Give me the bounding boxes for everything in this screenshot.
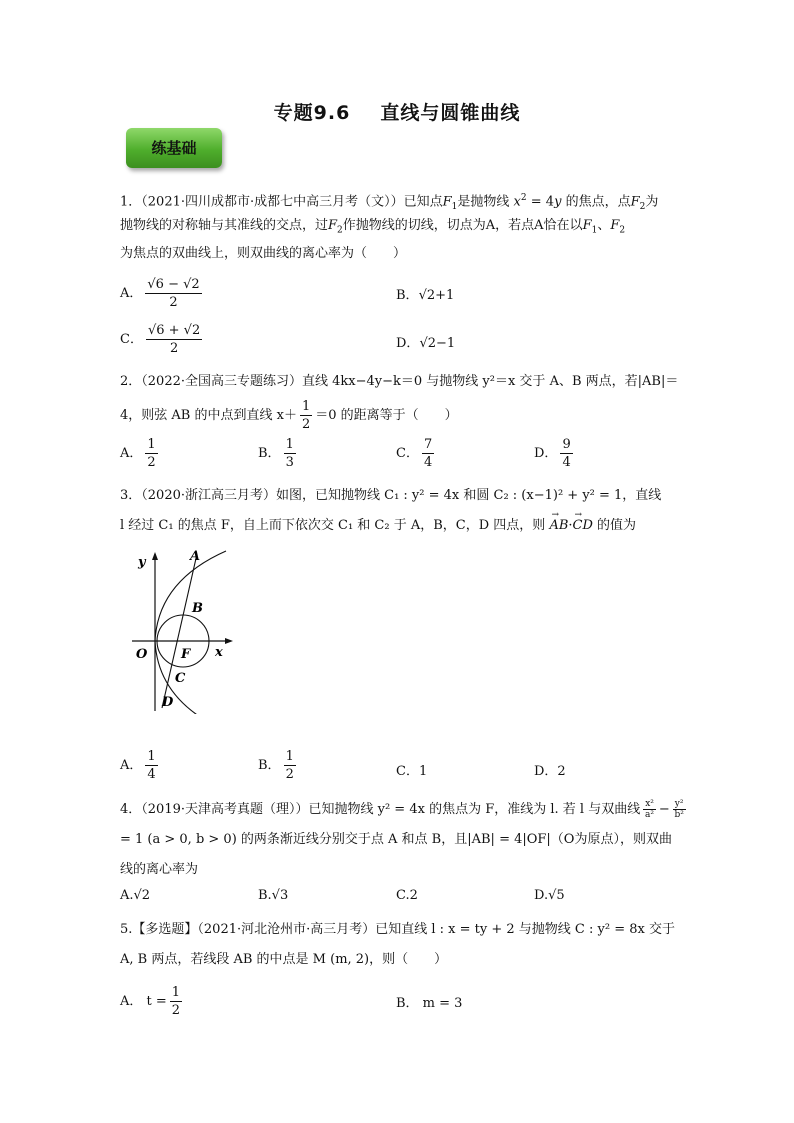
q1-option-c: C． $\frac{√6 + √2}{2}$ [120, 323, 201, 356]
section-badge: 练基础 [126, 128, 222, 168]
q4-line3: 线的离心率为 [120, 862, 199, 877]
label-D: D [162, 695, 174, 710]
q3-option-a: A． $\frac{1}{4}$ [120, 749, 156, 782]
q5-line1: 5.【多选题】（2021·河北沧州市·高三月考）已知直线 l : x = ty + 2 与抛物线 C : y² = 8x 交于 [120, 922, 675, 937]
q1-line2: 抛物线的对称轴与其准线的交点，过$F_2$作抛物线的切线，切点为A，若点A恰在以$F_1$、$F_2$ [120, 218, 626, 236]
q3-line2: l 经过 C₁ 的焦点 F，自上而下依次交 C₁ 和 C₂ 于 A，B，C，D 四点，则 → AB·→ CD 的值为 [120, 512, 680, 540]
q1-line1: 1．（2021·四川成都市·成都七中高三月考（文））已知点$F_1$是抛物线 $x^2 = 4y$ 的焦点，点$F_2$为 [120, 193, 659, 212]
label-x: x [215, 645, 223, 660]
q2-option-c: C． $\frac{7}{4}$ [396, 437, 433, 470]
q5-option-a: A． t = $\frac{1}{2}$ [120, 985, 181, 1018]
q4-option-c: C.2 [396, 888, 418, 903]
q1-option-b: B．√2+1 [396, 288, 455, 303]
label-O: O [136, 647, 148, 662]
q1-option-a: A． $\frac{√6 - √2}{2}$ [120, 277, 200, 310]
label-F: F [181, 647, 191, 662]
q1-line3: 为焦点的双曲线上，则双曲线的离心率为（ ） [120, 246, 407, 261]
q4-option-a: A.√2 [120, 888, 151, 903]
q3-line1: 3．（2020·浙江高三月考）如图，已知抛物线 C₁ : y² = 4x 和圆 C₂ : (x−1)² + y² = 1，直线 [120, 488, 662, 503]
q3-option-b: B． $\frac{1}{2}$ [258, 749, 294, 782]
q3-option-d: D．2 [534, 764, 566, 779]
q1-option-d: D．√2−1 [396, 336, 456, 351]
q4-line1: 4．（2019·天津高考真题（理））已知抛物线 y² = 4x 的焦点为 F，准线为 l. 若 l 与双曲线 $\frac{\text{x²}}{\text{a²}}$ − $\frac{\text{y²}}{\text{b²}}$ [120, 799, 684, 820]
q3-figure [128, 546, 238, 714]
q5-line2: A, B 两点，若线段 AB 的中点是 M (m, 2)，则（ ） [120, 952, 448, 967]
q4-line2: = 1 (a > 0, b > 0) 的两条渐近线分别交于点 A 和点 B，且|AB| = 4|OF|（O为原点），则双曲 [120, 832, 672, 847]
y-axis-arrow [152, 552, 158, 560]
x-axis-arrow [225, 638, 233, 644]
q2-line2: 4，则弦 AB 的中点到直线 x＋ $\frac{1}{2}$ ＝0 的距离等于（ ） [120, 399, 458, 432]
q2-option-d: D． $\frac{9}{4}$ [534, 437, 571, 470]
q4-option-b: B.√3 [258, 888, 289, 903]
q2-option-a: A． $\frac{1}{2}$ [120, 437, 156, 470]
q4-option-d: D.√5 [534, 888, 565, 903]
q2-line1: 2．（2022·全国高三专题练习）直线 4kx−4y−k＝0 与抛物线 y²＝x 交于 A、B 两点，若|AB|＝ [120, 374, 679, 389]
q2-option-b: B． $\frac{1}{3}$ [258, 437, 294, 470]
title-name: 直线与圆锥曲线 [380, 102, 521, 124]
label-y: y [138, 555, 146, 570]
page-title [0, 98, 794, 125]
title-topic: 专题9.6 [273, 102, 351, 124]
label-B: B [192, 601, 203, 616]
q3-option-c: C．1 [396, 764, 428, 779]
label-C: C [175, 671, 186, 686]
q5-option-b: B． m = 3 [396, 996, 463, 1011]
label-A: A [190, 549, 201, 564]
